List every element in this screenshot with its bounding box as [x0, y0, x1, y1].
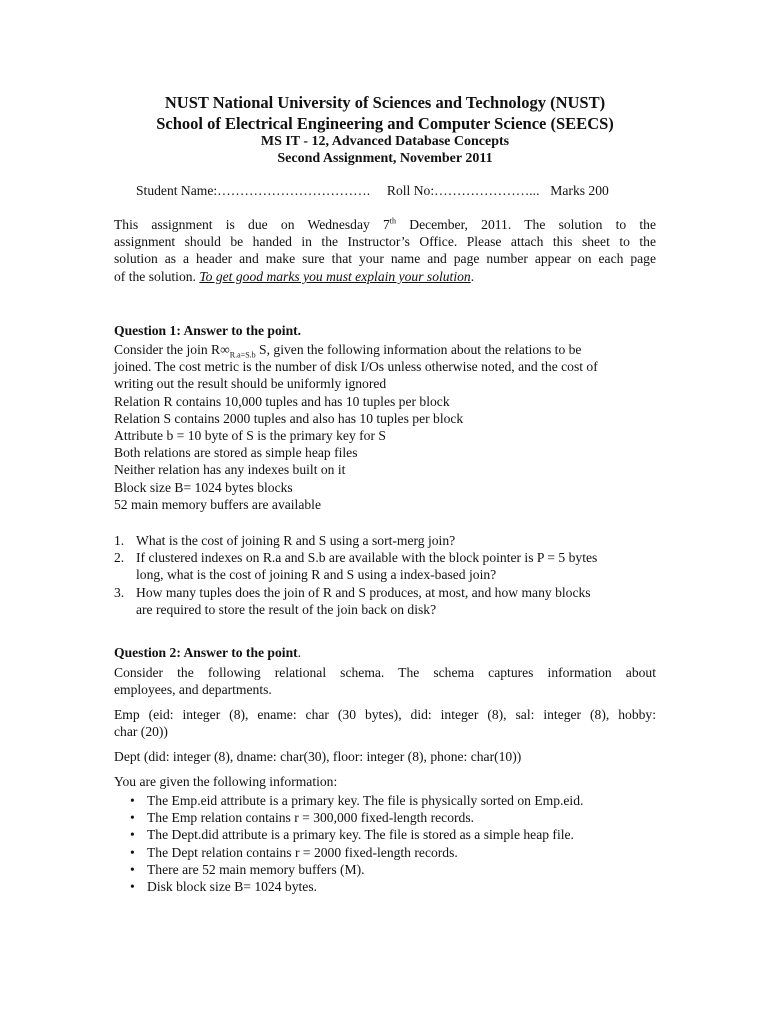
dept-schema: Dept (did: integer (8), dname: char(30), floor: integer (8), phone: char(10)) [114, 749, 522, 764]
emphasis-text: To get good marks you must explain your solution [199, 268, 471, 284]
marks-label: Marks 200 [550, 183, 609, 198]
q1-fact: 52 main memory buffers are available [114, 496, 321, 512]
bullet-item [114, 826, 656, 843]
intro-paragraph [114, 216, 656, 285]
item-number: 3. [114, 584, 125, 600]
question-1-heading: Question 1: Answer to the point. [114, 323, 302, 338]
q1-fact: Relation S contains 2000 tuples and also has 10 tuples per block [114, 410, 464, 426]
intro-line [114, 268, 656, 285]
question-2-description [114, 664, 656, 698]
university-title: NUST National University of Sciences and Technology (NUST) [164, 93, 606, 112]
intro-text: of the solution. [114, 268, 200, 284]
q1-text: Consider the join R∞ [114, 342, 230, 357]
given-info-label: You are given the following information: [114, 774, 338, 789]
q1-line: writing out the result should be uniformly ignored [114, 376, 387, 392]
question-2-heading [114, 644, 656, 661]
course-title: MS IT - 12, Advanced Database Concepts [260, 134, 510, 149]
intro-line [114, 216, 656, 233]
bullet-item [114, 792, 656, 809]
student-info-line [136, 182, 609, 199]
item-text: long, what is the cost of joining R and S using a index-based join? [136, 567, 497, 583]
bullet-item [114, 809, 656, 826]
bullet-icon: • [130, 827, 135, 843]
question-1-body [114, 341, 656, 513]
item-text: What is the cost of joining R and S using a sort-merg join? [136, 533, 456, 548]
intro-line: solution as a header and make sure that your name and page number appear on each page [114, 251, 656, 267]
q2-line: employees, and departments. [114, 682, 272, 698]
q1-fact: Relation R contains 10,000 tuples and has 10 tuples per block [114, 393, 450, 409]
list-item [114, 584, 656, 618]
item-text: How many tuples does the join of R and S produces, at most, and how many blocks [136, 584, 591, 600]
intro-line: assignment should be handed in the Instructor’s Office. Please attach this sheet to the [114, 234, 656, 250]
q1-line: joined. The cost metric is the number of disk I/Os unless otherwise noted, and the cost of [114, 359, 598, 375]
bullet-item [114, 878, 656, 895]
bullet-item [114, 861, 656, 878]
q1-line [114, 341, 656, 358]
bullet-text: The Emp.eid attribute is a primary key. The file is physically sorted on Emp.eid. [147, 793, 584, 808]
emp-schema-line: char (20)) [114, 724, 168, 740]
bullet-text: The Dept relation contains r = 2000 fixed-length records. [147, 844, 458, 860]
student-name-field: Student Name:……………………………. [136, 183, 371, 198]
q2-heading-period: . [297, 645, 302, 660]
intro-text: . [470, 268, 475, 284]
join-condition: R.a=S.b [229, 350, 256, 360]
bullet-icon: • [130, 793, 135, 808]
bullet-icon: • [130, 879, 135, 895]
q1-fact: Both relations are stored as simple heap files [114, 445, 358, 461]
q1-text: S, given the following information about the relations to be [255, 342, 582, 357]
question-1-list [114, 532, 656, 618]
emp-schema [114, 706, 656, 740]
bullet-icon: • [130, 810, 135, 826]
emp-schema-line: Emp (eid: integer (8), ename: char (30 bytes), did: integer (8), sal: integer (8), hobby: [114, 707, 656, 722]
item-text: are required to store the result of the join back on disk? [136, 601, 437, 617]
roll-no-field: Roll No:…………………... [386, 183, 540, 198]
ordinal-suffix: th [389, 216, 397, 226]
bullet-text: The Emp relation contains r = 300,000 fixed-length records. [147, 810, 475, 826]
item-number: 1. [114, 533, 125, 548]
intro-text: December, 2011. The solution to the [396, 217, 656, 232]
q1-fact: Neither relation has any indexes built on it [114, 462, 346, 478]
intro-text: This assignment is due on Wednesday 7 [114, 217, 390, 232]
bullet-item [114, 844, 656, 861]
q1-fact: Block size B= 1024 bytes blocks [114, 479, 293, 495]
bullet-text: Disk block size B= 1024 bytes. [147, 879, 318, 895]
item-text: If clustered indexes on R.a and S.b are available with the block pointer is P = 5 bytes [136, 550, 598, 566]
school-title: School of Electrical Engineering and Computer Science (SEECS) [156, 114, 614, 133]
bullet-icon: • [130, 844, 135, 860]
q2-line: Consider the following relational schema. The schema captures information about [114, 665, 656, 680]
item-number: 2. [114, 550, 125, 566]
bullet-icon: • [130, 861, 135, 877]
list-item [114, 549, 656, 583]
bullet-text: There are 52 main memory buffers (M). [147, 861, 365, 877]
q1-fact: Attribute b = 10 byte of S is the primary key for S [114, 428, 386, 444]
list-item [114, 532, 656, 549]
assignment-title: Second Assignment, November 2011 [277, 151, 493, 166]
bullet-text: The Dept.did attribute is a primary key. The file is stored as a simple heap file. [147, 827, 574, 843]
q2-heading-text: Question 2: Answer to the point [114, 645, 298, 660]
question-2-bullets [114, 792, 656, 895]
